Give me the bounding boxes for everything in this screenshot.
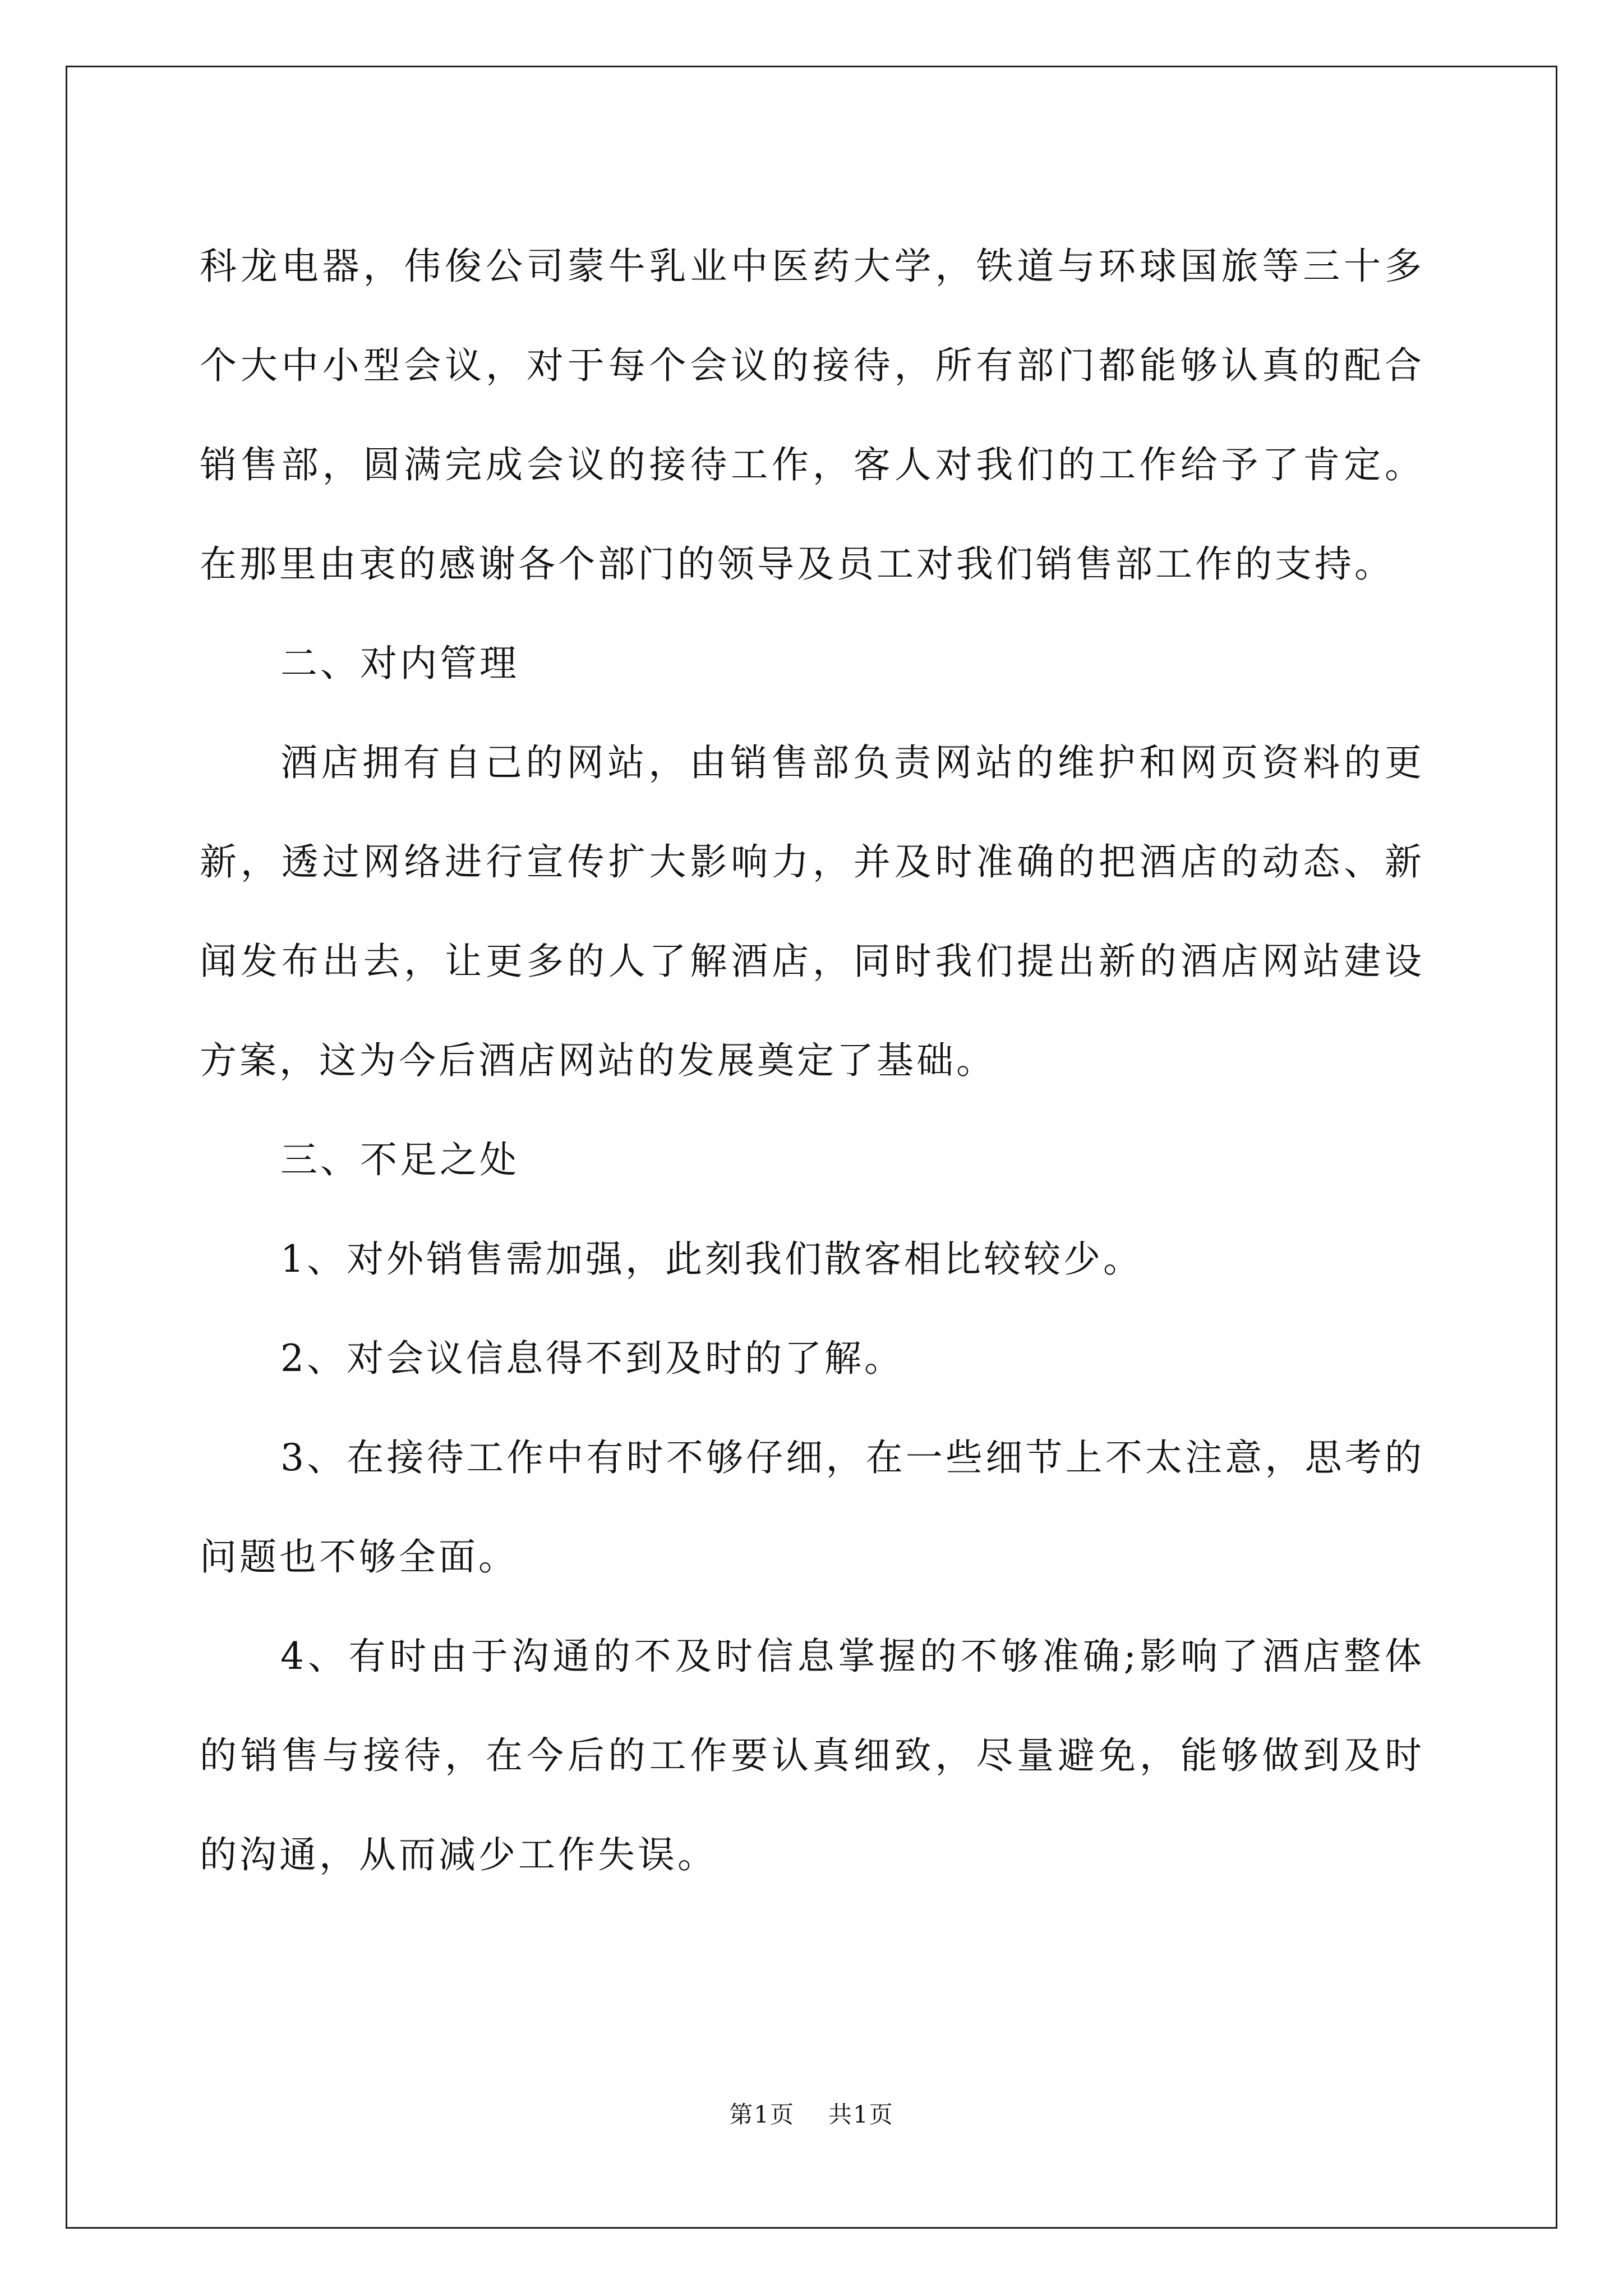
page-total: 共1页 — [828, 2101, 894, 2128]
paragraph-website: 酒店拥有自己的网站，由销售部负责网站的维护和网页资料的更新，透过网络进行宣传扩大影响力，并及时准确的把酒店的动态、新闻发布出去，让更多的人了解酒店，同时我们提出新的酒店网站建设方案，这为今后酒店网站的发展奠定了基础。 — [200, 741, 1424, 1082]
list-item-2: 2、对会议信息得不到及时的了解。 — [280, 1337, 904, 1380]
section-heading-internal-management: 二、对内管理 — [280, 642, 519, 685]
section-heading-shortcomings: 三、不足之处 — [280, 1138, 519, 1181]
list-item-4: 4、有时由于沟通的不及时信息掌握的不够准确;影响了酒店整体的销售与接待，在今后的工作要认真细致，尽量避免，能够做到及时的沟通，从而减少工作失误。 — [200, 1635, 1424, 1876]
paragraph-continuation: 科龙电器，伟俊公司蒙牛乳业中医药大学，铁道与环球国旅等三十多个大中小型会议，对于每个会议的接待，所有部门都能够认真的配合销售部，圆满完成会议的接待工作，客人对我们的工作给予了肯定。在那里由衷的感谢各个部门的领导及员工对我们销售部工作的支持。 — [200, 245, 1424, 586]
document-body — [200, 217, 1424, 1904]
page-footer — [0, 2098, 1623, 2132]
list-item-3: 3、在接待工作中有时不够仔细，在一些细节上不太注意，思考的问题也不够全面。 — [200, 1436, 1424, 1579]
page-number: 第1页 — [729, 2101, 795, 2128]
list-item-1: 1、对外销售需加强，此刻我们散客相比较较少。 — [280, 1237, 1143, 1281]
